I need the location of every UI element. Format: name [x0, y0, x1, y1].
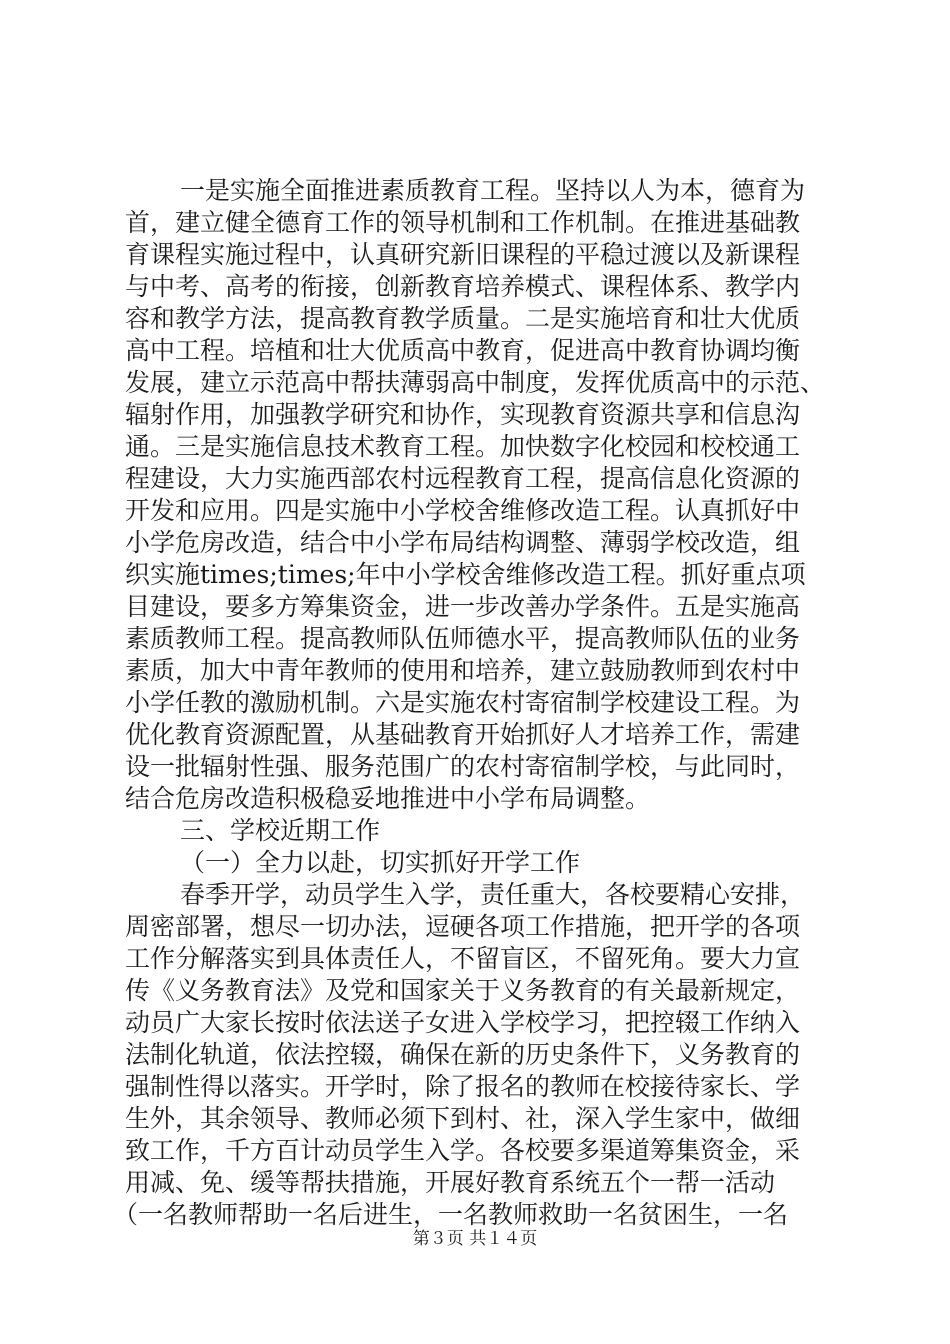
text-line: 程建设，大力实施西部农村远程教育工程，提高信息化资源的 — [125, 464, 801, 493]
text-line: 素质教师工程。提高教师队伍师德水平，提高教师队伍的业务 — [125, 624, 801, 653]
page-number-footer: 第３页 共１４页 — [412, 1229, 538, 1249]
text-line: 结合危房改造积极稳妥地推进中小学布局调整。 — [125, 784, 651, 813]
text-line: 小学危房改造，结合中小学布局结构调整、薄弱学校改造，组 — [125, 528, 801, 557]
text-line: 素质，加大中青年教师的使用和培养，建立鼓励教师到农村中 — [125, 656, 801, 685]
text-line: 生外，其余领导、教师必须下到村、社，深入学生家中，做细 — [125, 1104, 801, 1133]
text-line: 高中工程。培植和壮大优质高中教育，促进高中教育协调均衡 — [125, 336, 801, 365]
text-line: 致工作，千方百计动员学生入学。各校要多渠道筹集资金，采 — [125, 1136, 801, 1165]
text-line: 与中考、高考的衔接，创新教育培养模式、课程体系、教学内 — [125, 272, 801, 301]
text-line: 开发和应用。四是实施中小学校舍维修改造工程。认真抓好中 — [125, 496, 801, 525]
text-line: 优化教育资源配置，从基础教育开始抓好人才培养工作，需建 — [125, 720, 801, 749]
text-line: 发展，建立示范高中帮扶薄弱高中制度，发挥优质高中的示范、 — [125, 368, 826, 397]
text-line: 首，建立健全德育工作的领导机制和工作机制。在推进基础教 — [125, 208, 801, 237]
text-line: 通。三是实施信息技术教育工程。加快数字化校园和校校通工 — [125, 432, 801, 461]
text-line: 辐射作用，加强教学研究和协作，实现教育资源共享和信息沟 — [125, 400, 801, 429]
text-line: 育课程实施过程中，认真研究新旧课程的平稳过渡以及新课程 — [125, 240, 801, 269]
text-line: 容和教学方法，提高教育教学质量。二是实施培育和壮大优质 — [125, 304, 801, 333]
text-line: 法制化轨道，依法控辍，确保在新的历史条件下，义务教育的 — [125, 1040, 801, 1069]
text-line: 一是实施全面推进素质教育工程。坚持以人为本，德育为 — [180, 176, 806, 205]
text-line: 强制性得以落实。开学时，除了报名的教师在校接待家长、学 — [125, 1072, 801, 1101]
text-line: 用减、免、缓等帮扶措施，开展好教育系统五个一帮一活动 — [125, 1168, 776, 1197]
subsection-heading: （一）全力以赴，切实抓好开学工作 — [180, 848, 581, 877]
section-heading: 三、学校近期工作 — [180, 816, 381, 845]
text-line: 工作分解落实到具体责任人，不留盲区，不留死角。要大力宣 — [125, 944, 801, 973]
text-line: （一名教师帮助一名后进生，一名教师救助一名贫困生，一名 — [113, 1200, 789, 1229]
text-line: 周密部署，想尽一切办法，逗硬各项工作措施，把开学的各项 — [125, 912, 801, 941]
text-line: 春季开学，动员学生入学，责任重大，各校要精心安排， — [180, 880, 806, 909]
text-line: 传《义务教育法》及党和国家关于义务教育的有关最新规定， — [125, 976, 801, 1005]
text-line: 目建设，要多方筹集资金，进一步改善办学条件。五是实施高 — [125, 592, 801, 621]
text-line: 小学任教的激励机制。六是实施农村寄宿制学校建设工程。为 — [125, 688, 801, 717]
text-line: 动员广大家长按时依法送子女进入学校学习，把控辍工作纳入 — [125, 1008, 801, 1037]
text-line: 设一批辐射性强、服务范围广的农村寄宿制学校，与此同时， — [125, 752, 801, 781]
text-line: 织实施times;times;年中小学校舍维修改造工程。抓好重点项 — [125, 560, 806, 589]
